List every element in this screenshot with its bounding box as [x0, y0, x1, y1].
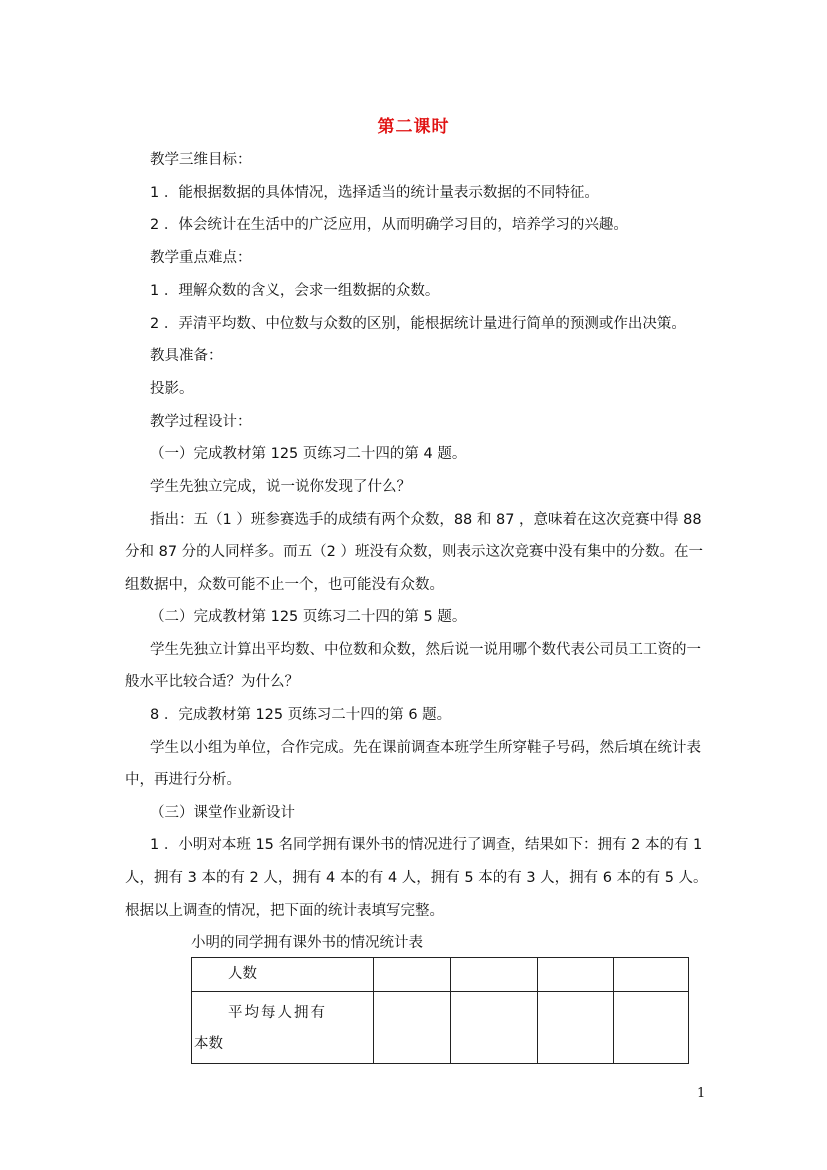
table-cell-blank[interactable]: [614, 958, 689, 992]
section-heading-materials: 教具准备：: [150, 348, 223, 364]
step-1-heading: （一）完成教材第 125 页练习二十四的第 4 题。: [150, 446, 467, 462]
step-2-heading: （二）完成教材第 125 页练习二十四的第 5 题。: [150, 609, 467, 625]
table-cell-blank[interactable]: [374, 992, 451, 1064]
table-row-header-books-line-1: 平均每人拥有: [228, 1005, 327, 1021]
table-cell-blank[interactable]: [451, 958, 538, 992]
step-2-text-line-1: 学生先独立计算出平均数、中位数和众数，然后说一说用哪个数代表公司员工工资的一: [150, 642, 701, 658]
section-heading-process: 教学过程设计：: [150, 414, 252, 430]
step-3-heading: 8 ．完成教材第 125 页练习二十四的第 6 题。: [150, 707, 452, 723]
page-title: 第二课时: [377, 117, 450, 137]
table-cell-blank[interactable]: [614, 992, 689, 1064]
step-1-note-line-2: 分和 87 分的人同样多。而五（2 ）班没有众数，则表示这次竞赛中没有集中的分数。在一: [125, 544, 703, 560]
statistics-table: [191, 957, 689, 1064]
page-number: 1: [697, 1086, 706, 1101]
table-caption: 小明的同学拥有课外书的情况统计表: [191, 935, 423, 951]
step-1-note-line-3: 组数据中，众数可能不止一个，也可能没有众数。: [125, 577, 444, 593]
exercise-1-line-1: 1 ．小明对本班 15 名同学拥有课外书的情况进行了调查，结果如下：拥有 2 本的有 1: [150, 837, 703, 853]
table-cell-blank[interactable]: [451, 992, 538, 1064]
table-cell-blank[interactable]: [374, 958, 451, 992]
table-row: [192, 958, 689, 992]
step-1-text: 学生先独立完成，说一说你发现了什么？: [150, 479, 411, 495]
section-heading-key-points: 教学重点难点：: [150, 250, 252, 266]
homework-heading: （三）课堂作业新设计: [150, 805, 295, 821]
step-2-text-line-2: 般水平比较合适？为什么？: [125, 674, 299, 690]
key-point-2: 2 ．弄清平均数、中位数与众数的区别，能根据统计量进行简单的预测或作出决策。: [150, 316, 686, 332]
table-row: [192, 992, 689, 1064]
key-point-1: 1 ．理解众数的含义，会求一组数据的众数。: [150, 283, 440, 299]
exercise-1-line-3: 根据以上调查的情况，把下面的统计表填写完整。: [125, 903, 444, 919]
table-cell-blank[interactable]: [538, 958, 614, 992]
goal-item-1: 1 ．能根据数据的具体情况，选择适当的统计量表示数据的不同特征。: [150, 185, 599, 201]
goal-item-2: 2 ．体会统计在生活中的广泛应用，从而明确学习目的，培养学习的兴趣。: [150, 217, 628, 233]
step-3-text-line-2: 中，再进行分析。: [125, 772, 241, 788]
table-row-header-people: 人数: [192, 958, 374, 992]
section-heading-goals: 教学三维目标：: [150, 152, 252, 168]
table-cell-blank[interactable]: [538, 992, 614, 1064]
table-row-header-books-line-2: 本数: [194, 1036, 223, 1052]
table-row-header-books: [192, 992, 374, 1064]
step-3-text-line-1: 学生以小组为单位，合作完成。先在课前调查本班学生所穿鞋子号码，然后填在统计表: [150, 740, 701, 756]
materials-text: 投影。: [150, 381, 194, 397]
exercise-1-line-2: 人，拥有 3 本的有 2 人，拥有 4 本的有 4 人，拥有 5 本的有 3 人，拥有 6 本的有 5 人。: [125, 870, 708, 886]
step-1-note-line-1: 指出：五（1 ）班参赛选手的成绩有两个众数，88 和 87 ，意味着在这次竞赛中得 88: [150, 512, 702, 528]
